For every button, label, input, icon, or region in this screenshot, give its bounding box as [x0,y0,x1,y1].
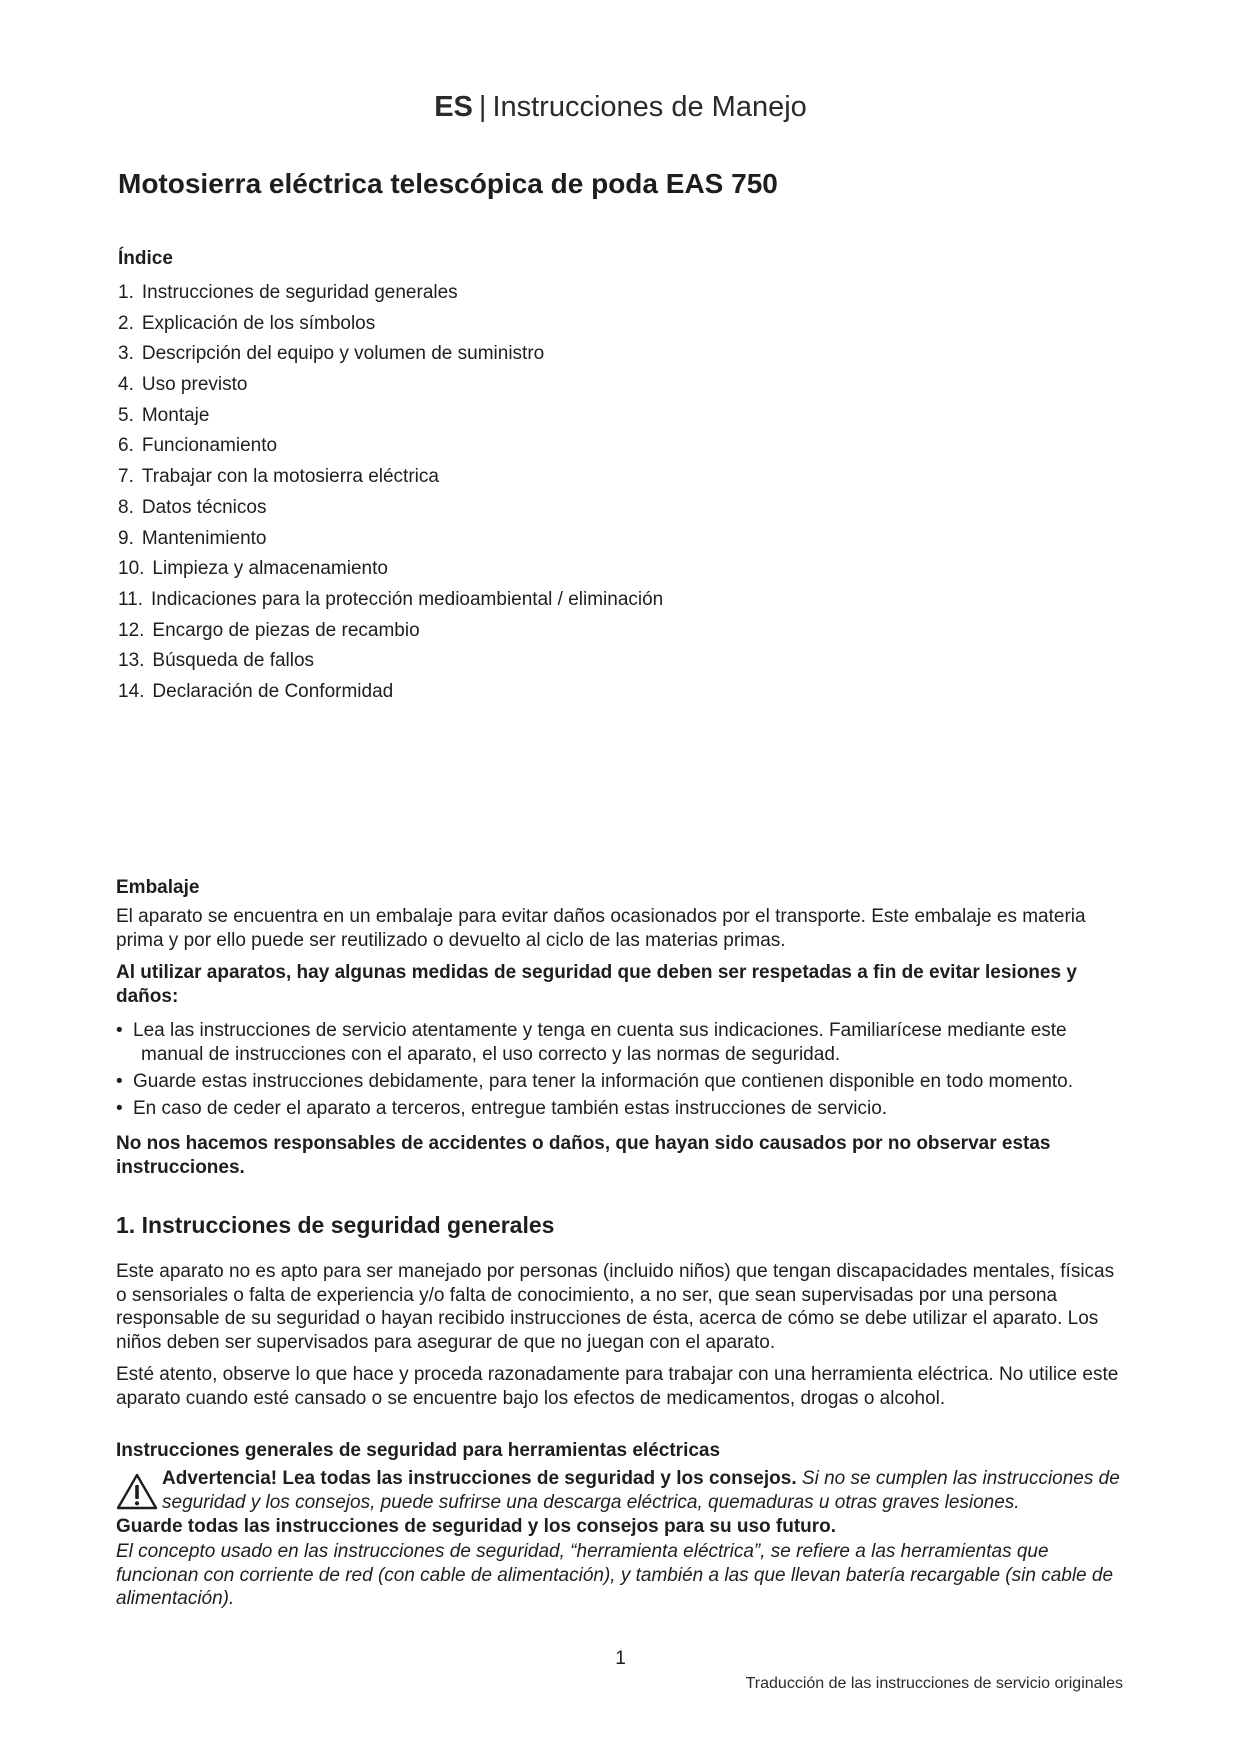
toc-item: 11. Indicaciones para la protección medioambiental / eliminación [118,588,664,610]
document-title: Motosierra eléctrica telescópica de poda EAS 750 [118,168,778,199]
safety-intro: Al utilizar aparatos, hay algunas medidas de seguridad que deben ser respetadas a fin de evitar lesiones y daños: [116,962,1077,1007]
section-title: 1. Instrucciones de seguridad generales [116,1212,555,1238]
section-paragraph: Este aparato no es apto para ser manejado por personas (incluido niños) que tengan discapacidades mentales, físicas o sensoriales o falta de experiencia y/o falta de conocimiento, a no ser, que sean supervisadas por una persona responsable de su seguridad o hayan recibido instrucciones de ésta, acerca de cómo se debe utilizar el aparato. Los niños deben ser supervisados para asegurar de que no juegan con el aparato. [116,1261,1115,1353]
header-separator: | [478,91,487,123]
toc-item: 8. Datos técnicos [118,496,267,518]
toc-list [118,278,663,708]
concept-note: El concepto usado en las instrucciones de seguridad, “herramienta eléctrica”, se refiere a las herramientas que funcionan con corriente de red (con cable de alimentación), y también a las que llevan batería recargable (sin cable de alimentación). [116,1541,1114,1609]
toc-item: 5. Montaje [118,404,210,426]
header-title: Instrucciones de Manejo [492,91,807,123]
toc-item: 3. Descripción del equipo y volumen de suministro [118,343,545,365]
section-paragraph: Esté atento, observe lo que hace y proceda razonadamente para trabajar con una herramienta eléctrica. No utilice este aparato cuando esté cansado o se encuentre bajo los efectos de medicamentos, drogas o alcohol. [116,1364,1119,1409]
list-item: • Lea las instrucciones de servicio atentamente y tenga en cuenta sus indicaciones. Familiarícese mediante este manual de instrucciones con el aparato, el uso correcto y las normas de seguridad. [116,1020,1067,1065]
language-code: ES [434,91,473,123]
keep-instructions: Guarde todas las instrucciones de seguridad y los consejos para su uso futuro. [116,1516,837,1537]
toc-item: 2. Explicación de los símbolos [118,312,376,334]
toc-item: 7. Trabajar con la motosierra eléctrica [118,466,439,488]
packaging-title: Embalaje [116,877,200,898]
warning-italic-text: Si no se cumplen las instrucciones de seguridad y los consejos, puede sufrirse una descarga eléctrica, quemaduras u otras graves lesiones. [162,1468,1120,1513]
list-item: • En caso de ceder el aparato a terceros, entregue también estas instrucciones de servicio. [116,1097,888,1119]
list-item: • Guarde estas instrucciones debidamente, para tener la información que contienen disponible en todo momento. [116,1070,1074,1092]
page-header [0,90,1241,124]
packaging-text: El aparato se encuentra en un embalaje para evitar daños ocasionados por el transporte. Este embalaje es materia prima y por ello puede ser reutilizado o devuelto al ciclo de las materias primas. [116,906,1086,951]
liability-note: No nos hacemos responsables de accidentes o daños, que hayan sido causados por no observar estas instrucciones. [116,1133,1051,1178]
toc-item: 9. Mantenimiento [118,527,267,549]
toc-title: Índice [118,248,173,269]
toc-item: 10. Limpieza y almacenamiento [118,558,388,580]
warning-text [116,1467,1128,1514]
warning-triangle-icon [116,1473,158,1511]
warning-bold-text: Advertencia! Lea todas las instrucciones de seguridad y los consejos. [162,1468,797,1489]
warning-block [116,1467,1128,1514]
toc-item: 13. Búsqueda de fallos [118,650,315,672]
footer-note: Traducción de las instrucciones de servicio originales [745,1675,1123,1692]
toc-item: 6. Funcionamiento [118,435,278,457]
toc-item: 4. Uso previsto [118,374,248,396]
toc-item: 1. Instrucciones de seguridad generales [118,282,458,303]
toc-item: 12. Encargo de piezas de recambio [118,619,420,641]
subsection-title: Instrucciones generales de seguridad para herramientas eléctricas [116,1440,721,1461]
page-number: 1 [615,1648,626,1669]
safety-bullets [116,1019,1126,1124]
toc-item: 14. Declaración de Conformidad [118,680,394,702]
